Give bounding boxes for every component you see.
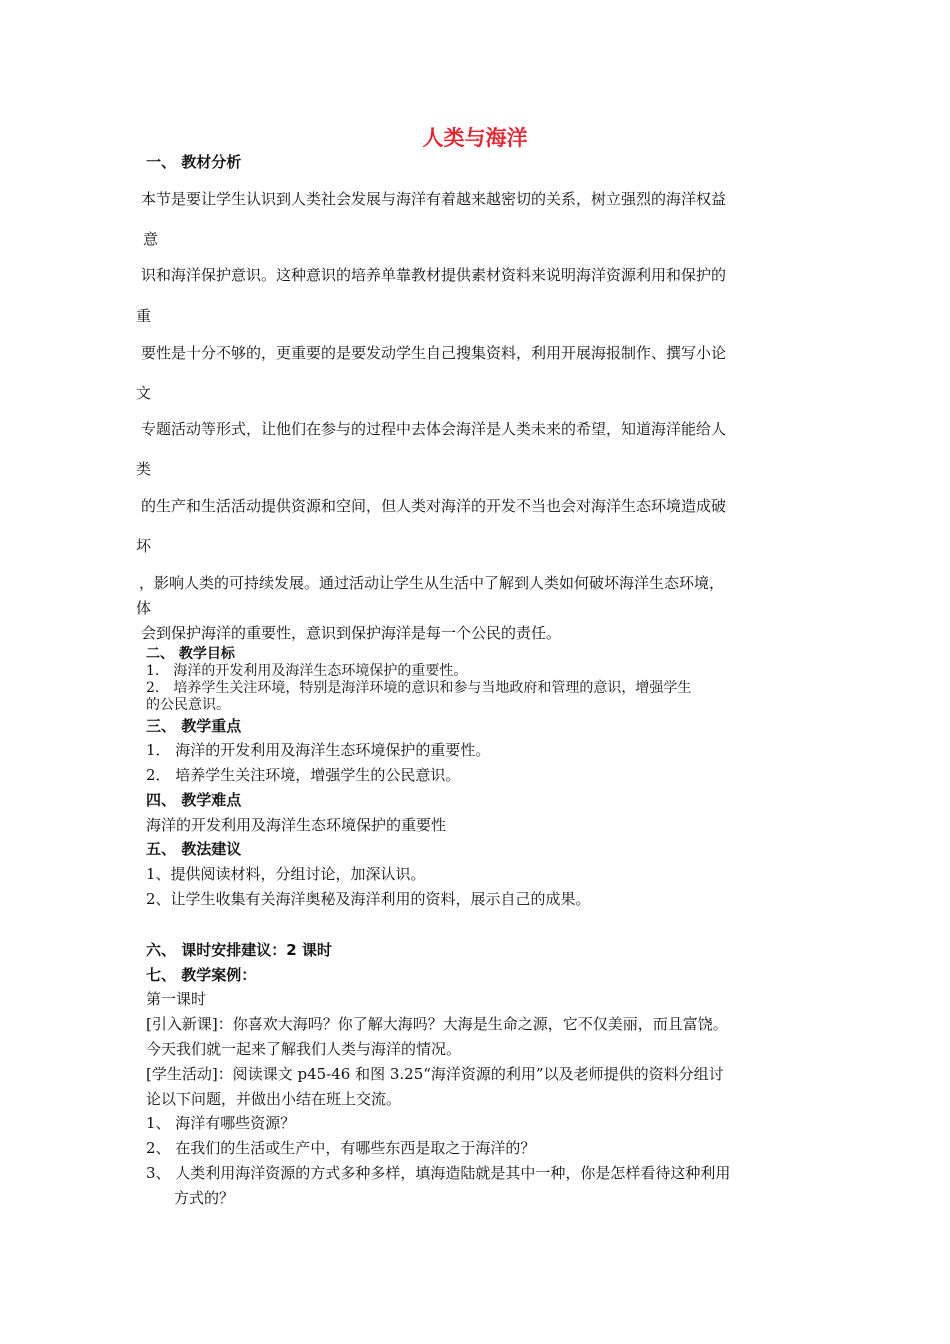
section-heading-teaching-case: 七、 教学案例：: [146, 966, 257, 984]
section-heading-teaching-goals: 二、 教学目标: [146, 646, 235, 662]
paragraph-line: 今天我们就一起来了解我们人类与海洋的情况。: [146, 1040, 462, 1058]
section-heading-teaching-method: 五、 教法建议: [146, 840, 242, 858]
paragraph-line: 的生产和生活活动提供资源和空间，但人类对海洋的开发不当也会对海洋生态环境造成破: [141, 497, 727, 515]
paragraph-line: 本节是要让学生认识到人类社会发展与海洋有着越来越密切的关系，树立强烈的海洋权益: [141, 190, 727, 208]
list-item: 3、 人类利用海洋资源的方式多种多样，填海造陆就是其中一种，你是怎样看待这种利用: [146, 1164, 731, 1182]
list-item: 1． 海洋的开发利用及海洋生态环境保护的重要性。: [146, 741, 491, 759]
paragraph-line: 海洋的开发利用及海洋生态环境保护的重要性: [146, 816, 447, 834]
paragraph-line: 第一课时: [146, 990, 207, 1008]
list-item: 2、 在我们的生活或生产中，有哪些东西是取之于海洋的？: [146, 1139, 536, 1157]
list-item: 1． 海洋的开发利用及海洋生态环境保护的重要性。: [146, 663, 468, 679]
list-item: 1、 海洋有哪些资源？: [146, 1114, 296, 1132]
paragraph-line: 类: [136, 460, 152, 478]
list-item: 2． 培养学生关注环境，特别是海洋环境的意识和参与当地政府和管理的意识，增强学生: [146, 680, 692, 696]
section-heading-teaching-difficulty: 四、 教学难点: [146, 791, 242, 809]
list-item-continuation: 的公民意识。: [146, 697, 230, 713]
paragraph-line: 文: [136, 384, 152, 402]
list-item: 2． 培养学生关注环境，增强学生的公民意识。: [146, 766, 461, 784]
paragraph-line: 体: [136, 599, 152, 617]
paragraph-line: 坏: [136, 537, 152, 555]
paragraph-line: ，影响人类的可持续发展。通过活动让学生从生活中了解到人类如何破坏海洋生态环境，: [139, 574, 725, 592]
section-heading-schedule: 六、 课时安排建议：2 课时: [146, 941, 332, 959]
list-item: 2、让学生收集有关海洋奥秘及海洋利用的资料，展示自己的成果。: [146, 890, 591, 908]
paragraph-line: 意: [143, 230, 159, 248]
paragraph-line: 会到保护海洋的重要性，意识到保护海洋是每一个公民的责任。: [141, 624, 562, 642]
section-heading-teaching-focus: 三、 教学重点: [146, 717, 242, 735]
paragraph-line: 重: [136, 307, 152, 325]
paragraph-line: 要性是十分不够的，更重要的是要发动学生自己搜集资料，利用开展海报制作、撰写小论: [141, 344, 727, 362]
paragraph-line: [引入新课]：你喜欢大海吗？你了解大海吗？大海是生命之源，它不仅美丽，而且富饶。: [146, 1015, 728, 1033]
paragraph-line: 专题活动等形式，让他们在参与的过程中去体会海洋是人类未来的希望，知道海洋能给人: [141, 420, 727, 438]
list-item-continuation: 方式的？: [174, 1189, 235, 1207]
paragraph-line: 识和海洋保护意识。这种意识的培养单靠教材提供素材资料来说明海洋资源利用和保护的: [141, 266, 727, 284]
section-heading-textbook-analysis: 一、 教材分析: [146, 153, 242, 171]
paragraph-line: 论以下问题，并做出小结在班上交流。: [146, 1090, 402, 1108]
paragraph-line: [学生活动]：阅读课文 p45-46 和图 3.25“海洋资源的利用”以及老师提供的资料分组讨: [146, 1065, 724, 1083]
list-item: 1、提供阅读材料，分组讨论，加深认识。: [146, 865, 426, 883]
document-title: 人类与海洋: [422, 126, 528, 150]
